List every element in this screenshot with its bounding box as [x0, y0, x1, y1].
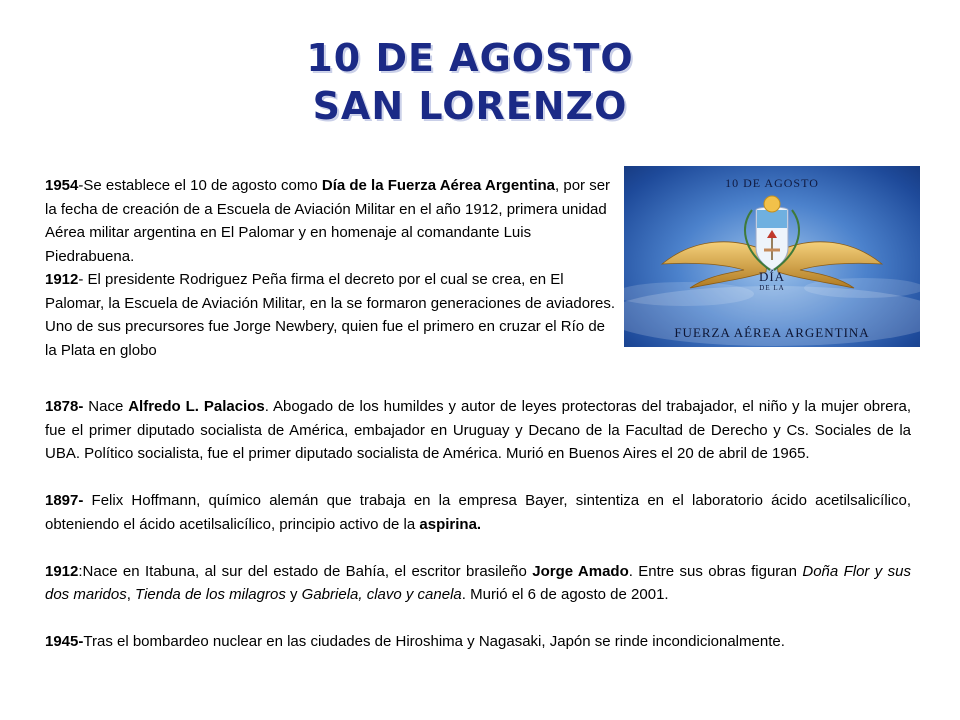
- paragraph-text: :Nace en Itabuna, al sur del estado de Bahía, el escritor brasileño: [78, 562, 533, 580]
- separator-text: ,: [126, 586, 136, 603]
- intro-paragraph-1912: [45, 268, 620, 362]
- event-1912: [45, 560, 911, 607]
- paragraph-text: Tras el bombardeo nuclear en las ciudades de Hiroshima y Nagasaki, Japón se rinde incondicionalmente.: [83, 633, 785, 650]
- paragraph-text: - El presidente Rodriguez Peña firma el decreto por el cual se crea, en El Palomar, la Escuela de Aviación Militar, en la se formaron generaciones de aviadores. Uno de sus precursores fue Jorge Newbery, quien fue el primero en cruzar el Río de la Plata en globo: [45, 271, 616, 359]
- paragraph-text: Felix Hoffmann, químico alemán que trabaja en la empresa Bayer, sintentiza en el laboratorio ácido acetilsalicílico, obteniendo el ácido acetilsalicílico, principio activo de la: [45, 492, 911, 533]
- paragraph-text: . Abogado de los humildes y autor de leyes protectoras del trabajador, el niño y la mujer obrera, fue el primer diputado socialista de América, embajador en Uruguay y Decano de la Facultad de Derecho y Cs. Sociales de la UBA. Político socialista, fue el primer diputado socialista de América. Murió en Buenos Aires el 20 de abril de 1965.: [45, 398, 911, 462]
- separator-text: y: [285, 586, 302, 603]
- year-label: 1912: [45, 562, 79, 580]
- paragraph-text: -Se establece el 10 de agosto como: [78, 177, 322, 194]
- sun-icon: [764, 196, 780, 212]
- events-list: [45, 395, 911, 677]
- air-force-day-image: [624, 166, 920, 347]
- year-label: 1945-: [45, 633, 84, 650]
- event-1878: [45, 395, 911, 466]
- bold-highlight: aspirina.: [419, 515, 482, 533]
- bold-highlight: Jorge Amado: [532, 562, 629, 580]
- slide-title: [300, 34, 640, 130]
- year-label: 1912: [45, 271, 79, 288]
- paragraph-text: , por ser la fecha de creación de a Escuela de Aviación Militar en el año 1912, primera unidad Aérea militar argentina en El Palomar y en homenaje al comandante Luis Piedrabuena.: [45, 177, 611, 265]
- book-title: Tienda de los milagros: [135, 586, 286, 603]
- event-1945: [45, 630, 911, 654]
- event-1897: [45, 489, 911, 536]
- bold-highlight: Alfredo L. Palacios: [128, 398, 265, 415]
- intro-text-block: [45, 174, 620, 362]
- title-line-date: 10 DE AGOSTO: [306, 36, 634, 80]
- paragraph-text: Nace: [83, 398, 129, 415]
- image-dia-caption: DÍA: [758, 269, 786, 284]
- image-fuerza-caption: FUERZA AÉREA ARGENTINA: [674, 325, 870, 340]
- year-label: 1897-: [45, 492, 84, 509]
- paragraph-text: . Entre sus obras figuran: [628, 562, 803, 580]
- title-line-place: SAN LORENZO: [312, 84, 628, 128]
- year-label: 1878-: [45, 398, 84, 415]
- book-title: Gabriela, clavo y canela: [301, 586, 462, 603]
- bold-highlight: Día de la Fuerza Aérea Argentina: [321, 177, 556, 194]
- book-title: Doña Flor y sus dos maridos: [45, 562, 912, 603]
- image-date-caption: 10 DE AGOSTO: [725, 176, 819, 190]
- shield-top-band: [757, 210, 787, 228]
- year-label: 1954: [45, 177, 79, 194]
- intro-paragraph-1954: [45, 174, 620, 268]
- image-dela-caption: DE LA: [759, 284, 785, 292]
- paragraph-text: . Murió el 6 de agosto de 2001.: [461, 586, 669, 603]
- emblem-graphic: [624, 166, 920, 347]
